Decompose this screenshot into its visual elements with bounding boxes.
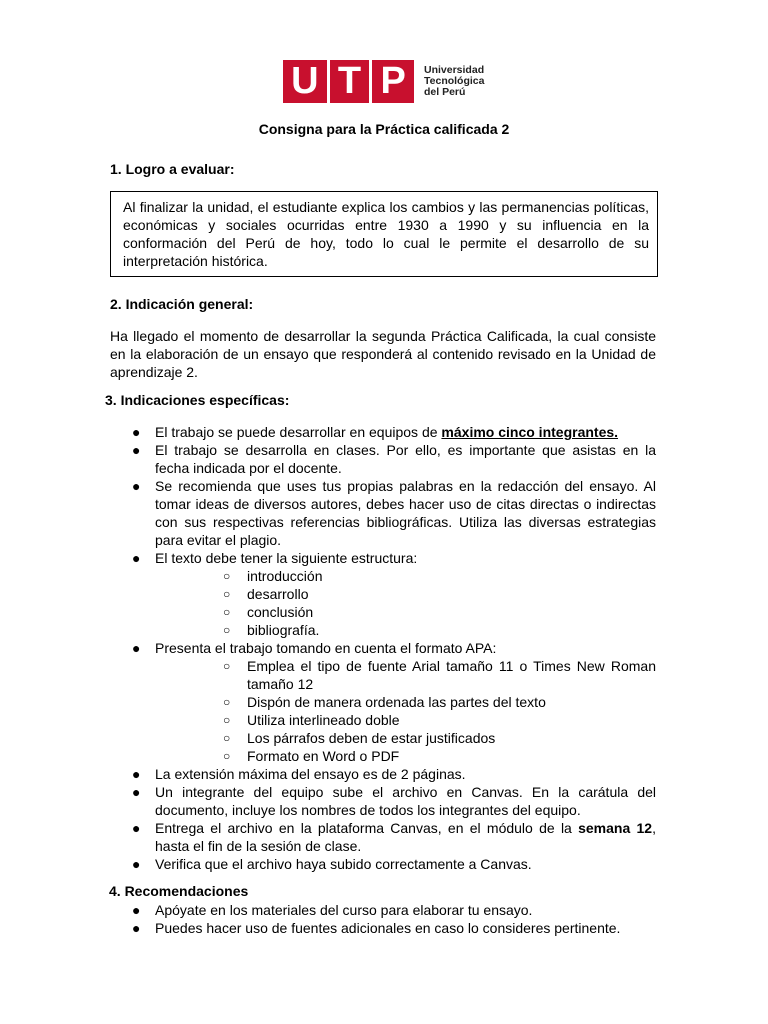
logro-box: Al finalizar la unidad, el estudiante explica los cambios y las permanencias políticas, económicas y sociales ocurridas entre 1930 a 1990 y su influencia en la conformación del Perú de hoy, todo lo cual le permite el desarrollo de su interpretación histórica.: [110, 191, 658, 277]
circle-bullet-icon: ○: [223, 659, 231, 673]
item-emphasis: máximo cinco integrantes.: [441, 424, 619, 440]
circle-bullet-icon: ○: [223, 605, 231, 619]
list-item: [110, 477, 656, 549]
list-item: [110, 765, 656, 783]
sublist-item: [155, 657, 656, 693]
list-item: [110, 855, 656, 873]
item-text: La extensión máxima del ensayo es de 2 páginas.: [155, 766, 466, 782]
bullet-icon: ●: [132, 550, 141, 566]
sublist-text: Formato en Word o PDF: [247, 748, 400, 764]
bullet-icon: ●: [132, 424, 141, 440]
circle-bullet-icon: ○: [223, 731, 231, 745]
list-item: [110, 423, 656, 441]
logo-line-1: Universidad: [424, 64, 485, 76]
sublist-item: [155, 729, 656, 747]
sublist-item: [155, 585, 656, 603]
logo-wordmark: [424, 65, 484, 98]
item-text: Apóyate en los materiales del curso para elaborar tu ensayo.: [155, 902, 533, 918]
list-item: [110, 549, 656, 639]
item-text: Se recomienda que uses tus propias palabras en la redacción del ensayo. Al tomar ideas de diversos autores, debes hacer uso de citas directas o indirectas con sus respectivas referencias bibliográficas. Utiliza las diversas estrategias para evitar el plagio.: [155, 478, 656, 548]
circle-bullet-icon: ○: [223, 713, 231, 727]
sublist-text: Los párrafos deben de estar justificados: [247, 730, 496, 746]
sublist-item: [155, 747, 656, 765]
item-text: Puedes hacer uso de fuentes adicionales en caso lo consideres pertinente.: [155, 920, 621, 936]
apa-sublist: [155, 657, 656, 765]
sublist-item: [155, 567, 656, 585]
section-heading-indicacion-general: 2. Indicación general:: [110, 296, 254, 312]
item-text: , hasta el fin de la sesión de clase.: [155, 820, 656, 854]
document-title: Consigna para la Práctica calificada 2: [258, 121, 510, 137]
sublist-text: Emplea el tipo de fuente Arial tamaño 11 o Times New Roman tamaño 12: [247, 658, 656, 692]
bullet-icon: ●: [132, 856, 141, 872]
sublist-text: introducción: [247, 568, 323, 584]
bullet-icon: ●: [132, 478, 141, 494]
bullet-icon: ●: [132, 766, 141, 782]
logo-separator: [327, 60, 330, 103]
sublist-text: desarrollo: [247, 586, 309, 602]
list-item: [110, 441, 656, 477]
section-heading-recomendaciones: 4. Recomendaciones: [109, 883, 249, 899]
bullet-icon: ●: [132, 920, 141, 936]
section-heading-logro: 1. Logro a evaluar:: [110, 161, 235, 177]
sublist-text: Dispón de manera ordenada las partes del texto: [247, 694, 546, 710]
sublist-item: [155, 621, 656, 639]
circle-bullet-icon: ○: [223, 695, 231, 709]
logo-letter-p: P: [380, 60, 406, 102]
sublist-text: conclusión: [247, 604, 314, 620]
list-item: [110, 901, 656, 919]
sublist-item: [155, 711, 656, 729]
sublist-item: [155, 693, 656, 711]
item-text: Entrega el archivo en la plataforma Canvas, en el módulo de la: [155, 820, 579, 836]
circle-bullet-icon: ○: [223, 569, 231, 583]
bullet-icon: ●: [132, 442, 141, 458]
logo-line-3: del Perú: [424, 86, 466, 98]
item-text: Un integrante del equipo sube el archivo en Canvas. En la carátula del documento, incluye los nombres de todos los integrantes del equipo.: [155, 784, 656, 818]
item-text: Presenta el trabajo tomando en cuenta el formato APA:: [155, 640, 497, 656]
recomendaciones-list: [110, 901, 656, 937]
item-text: El trabajo se desarrolla en clases. Por ello, es importante que asistas en la fecha indicada por el docente.: [155, 442, 656, 476]
utp-logo: [283, 60, 484, 103]
indicacion-general-text: Ha llegado el momento de desarrollar la segunda Práctica Calificada, la cual consiste en la elaboración de un ensayo que responderá al contenido revisado en la Unidad de aprendizaje 2.: [110, 328, 656, 380]
list-item: [110, 919, 656, 937]
logo-letter-t: T: [337, 60, 362, 102]
section-heading-indicaciones-especificas: 3. Indicaciones específicas:: [105, 392, 290, 408]
sublist-item: [155, 603, 656, 621]
bullet-icon: ●: [132, 784, 141, 800]
item-text: El trabajo se puede desarrollar en equipos de: [155, 424, 442, 440]
logo-letter-u: U: [291, 60, 319, 102]
indicaciones-list: [110, 423, 656, 873]
item-emphasis: semana 12: [578, 820, 653, 836]
item-text: El texto debe tener la siguiente estructura:: [155, 550, 418, 566]
circle-bullet-icon: ○: [223, 623, 231, 637]
bullet-icon: ●: [132, 902, 141, 918]
item-text: Verifica que el archivo haya subido correctamente a Canvas.: [155, 856, 532, 872]
structure-sublist: [155, 567, 656, 639]
circle-bullet-icon: ○: [223, 587, 231, 601]
list-item: [110, 819, 656, 855]
list-item: [110, 639, 656, 765]
logo-line-2: Tecnológica: [424, 75, 485, 87]
bullet-icon: ●: [132, 820, 141, 836]
circle-bullet-icon: ○: [223, 749, 231, 763]
sublist-text: bibliografía.: [247, 622, 320, 638]
logo-separator: [369, 60, 372, 103]
sublist-text: Utiliza interlineado doble: [247, 712, 400, 728]
logo-mark: [283, 60, 414, 103]
bullet-icon: ●: [132, 640, 141, 656]
list-item: [110, 783, 656, 819]
